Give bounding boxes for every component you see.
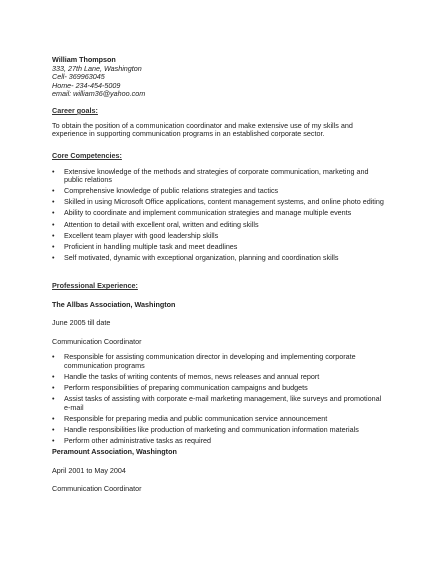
list-item: • Handle responsibilities like production of marketing and communication information materials [52, 426, 387, 435]
job-dates: June 2005 till date [52, 318, 111, 328]
job-dates: April 2001 to May 2004 [52, 465, 126, 475]
job-title: Communication Coordinator [52, 484, 142, 494]
list-item: • Assist tasks of assisting with corporate e-mail marketing management, like surveys and promotional e-mail [52, 395, 387, 412]
contact-block [52, 56, 145, 99]
list-item: • Skilled in using Microsoft Office applications, content management systems, and online photo editing [52, 198, 387, 207]
job-company: Peramount Association, Washington [52, 447, 177, 457]
job-title: Communication Coordinator [52, 336, 142, 346]
competencies-list [52, 168, 387, 263]
cell-phone: Cell- 369963045 [52, 72, 105, 82]
email: email: william36@yahoo.com [52, 89, 146, 99]
list-item: • Handle the tasks of writing contents of memos, news releases and annual report [52, 373, 387, 382]
experience-heading: Professional Experience: [52, 281, 138, 290]
professional-experience-section [52, 282, 387, 494]
home-phone: Home- 234-454-5009 [52, 80, 121, 90]
list-item: • Proficient in handling multiple task and meet deadlines [52, 243, 387, 252]
candidate-name: William Thompson [52, 55, 116, 64]
list-item: • Attention to detail with excellent oral, written and editing skills [52, 221, 387, 230]
list-item: • Perform other administrative tasks as required [52, 437, 387, 446]
list-item: • Perform responsibilities of preparing communication campaigns and budgets [52, 384, 387, 393]
job-duties-list [52, 353, 387, 445]
core-competencies-section [52, 152, 387, 265]
list-item: • Responsible for assisting communication director in developing and implementing corporate communication programs [52, 353, 387, 370]
job-company: The Allbas Association, Washington [52, 299, 176, 309]
career-goals-heading: Career goals: [52, 106, 98, 115]
career-goals-text: To obtain the position of a communication coordinator and make extensive use of my skills and experience in supporting communication programs in an established corporate sector. [52, 120, 353, 139]
list-item: • Self motivated, dynamic with exceptional organization, planning and coordination skills [52, 254, 387, 263]
list-item: • Ability to coordinate and implement communication strategies and manage multiple events [52, 209, 387, 218]
address: 333, 27th Lane, Washington [52, 63, 142, 73]
list-item: • Extensive knowledge of the methods and strategies of corporate communication, marketing and public relations [52, 168, 387, 185]
list-item: • Responsible for preparing media and public communication service announcement [52, 415, 387, 424]
career-goals-section [52, 107, 387, 139]
list-item: • Excellent team player with good leadership skills [52, 232, 387, 241]
list-item: • Comprehensive knowledge of public relations strategies and tactics [52, 187, 387, 196]
core-competencies-heading: Core Competencies: [52, 151, 122, 160]
